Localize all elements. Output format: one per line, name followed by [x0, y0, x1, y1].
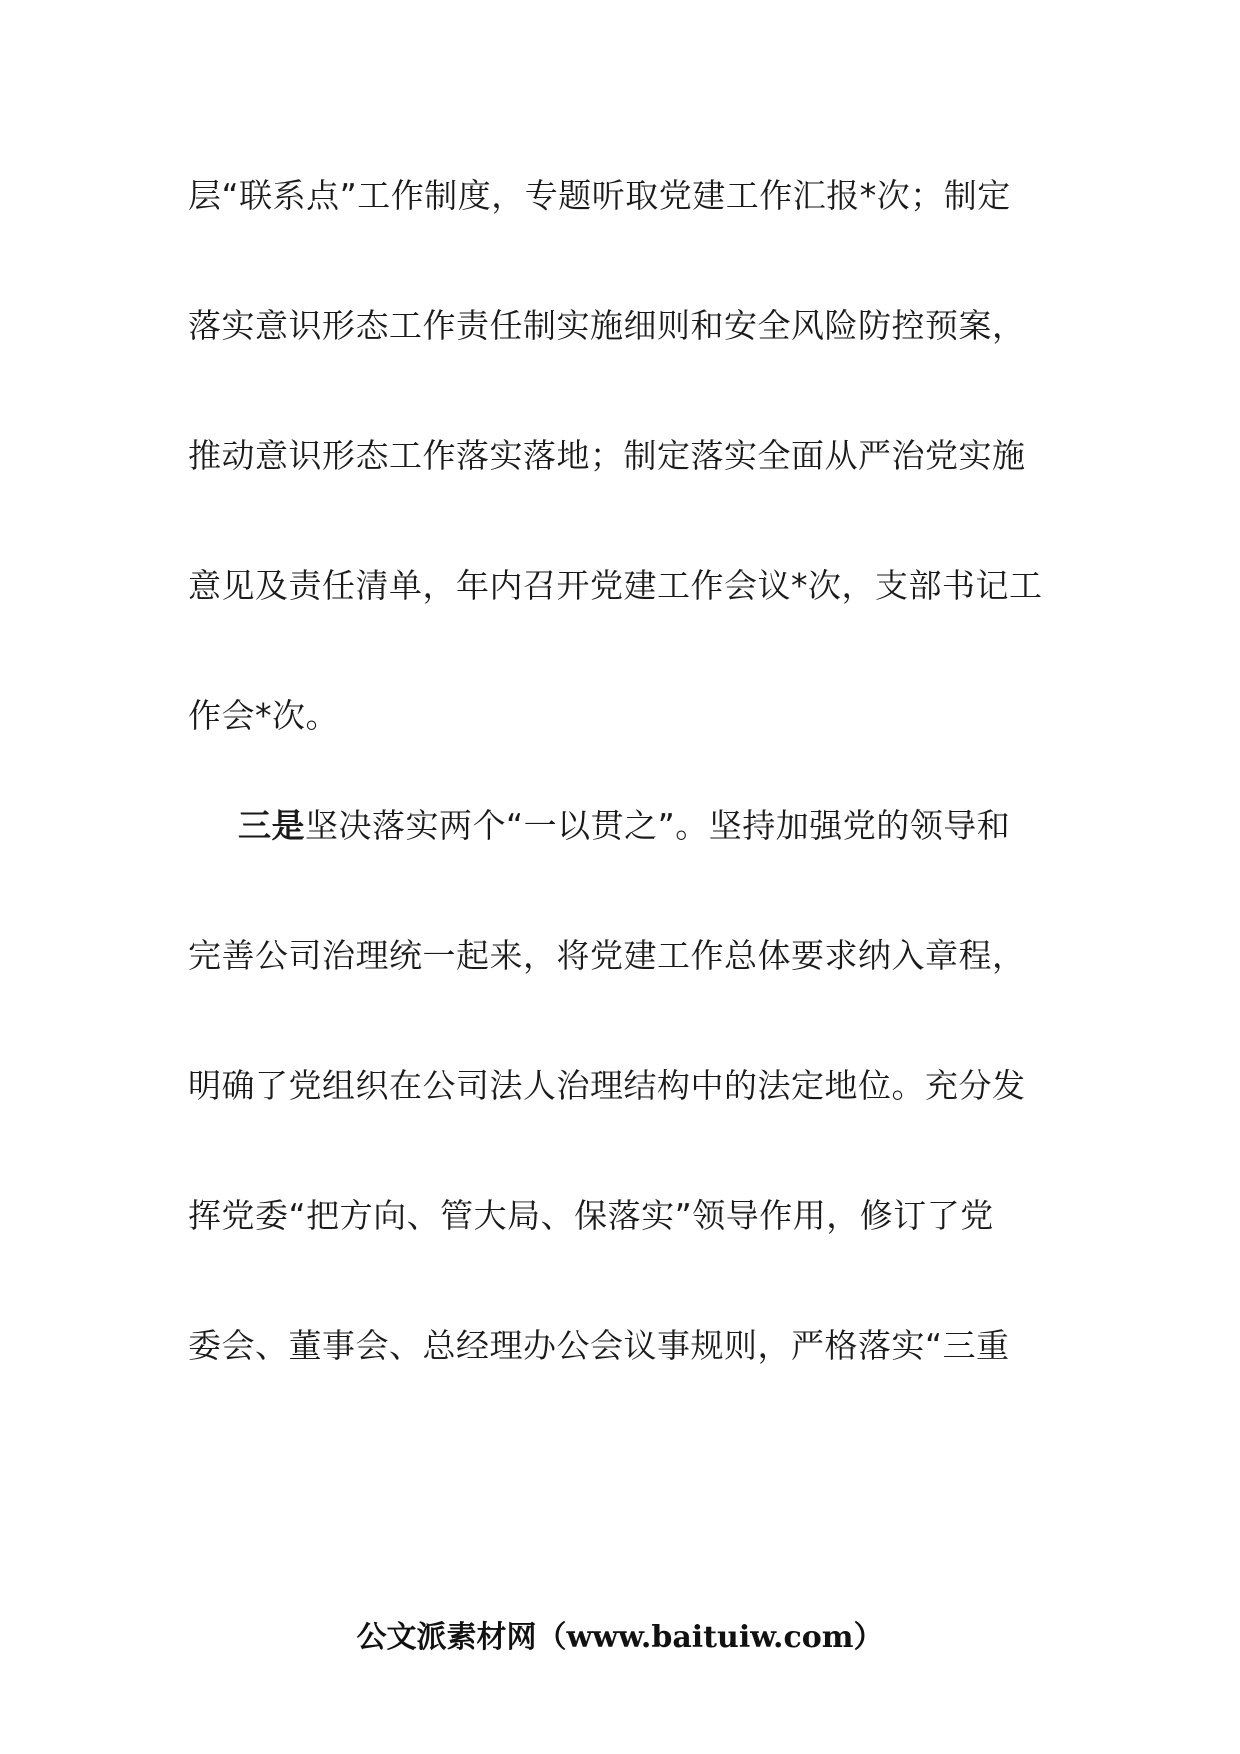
body-text-line: 意见及责任清单，年内召开党建工作会议*次，支部书记工	[188, 566, 1043, 605]
body-text-line: 明确了党组织在公司法人治理结构中的法定地位。充分发	[188, 1066, 1026, 1105]
footer-watermark-text: 公文派素材网（www.baituiw.com）	[356, 1620, 884, 1655]
body-text-line: 挥党委“把方向、管大局、保落实”领导作用，修订了党	[188, 1196, 994, 1235]
body-text-line: 落实意识形态工作责任制实施细则和安全风险防控预案，	[188, 306, 1026, 345]
paragraph-lead-bold: 三是	[238, 806, 305, 845]
body-text-line: 作会*次。	[188, 696, 339, 735]
paragraph-first-line	[238, 804, 1108, 848]
body-text-line: 层“联系点”工作制度，专题听取党建工作汇报*次；制定	[188, 176, 1011, 215]
body-text-line: 委会、董事会、总经理办公会议事规则，严格落实“三重	[188, 1326, 1010, 1365]
paragraph-first-line-text: 坚决落实两个“一以贯之”。坚持加强党的领导和	[305, 806, 1011, 845]
body-text-line: 完善公司治理统一起来，将党建工作总体要求纳入章程，	[188, 936, 1026, 975]
body-text-line: 推动意识形态工作落实落地；制定落实全面从严治党实施	[188, 436, 1026, 475]
